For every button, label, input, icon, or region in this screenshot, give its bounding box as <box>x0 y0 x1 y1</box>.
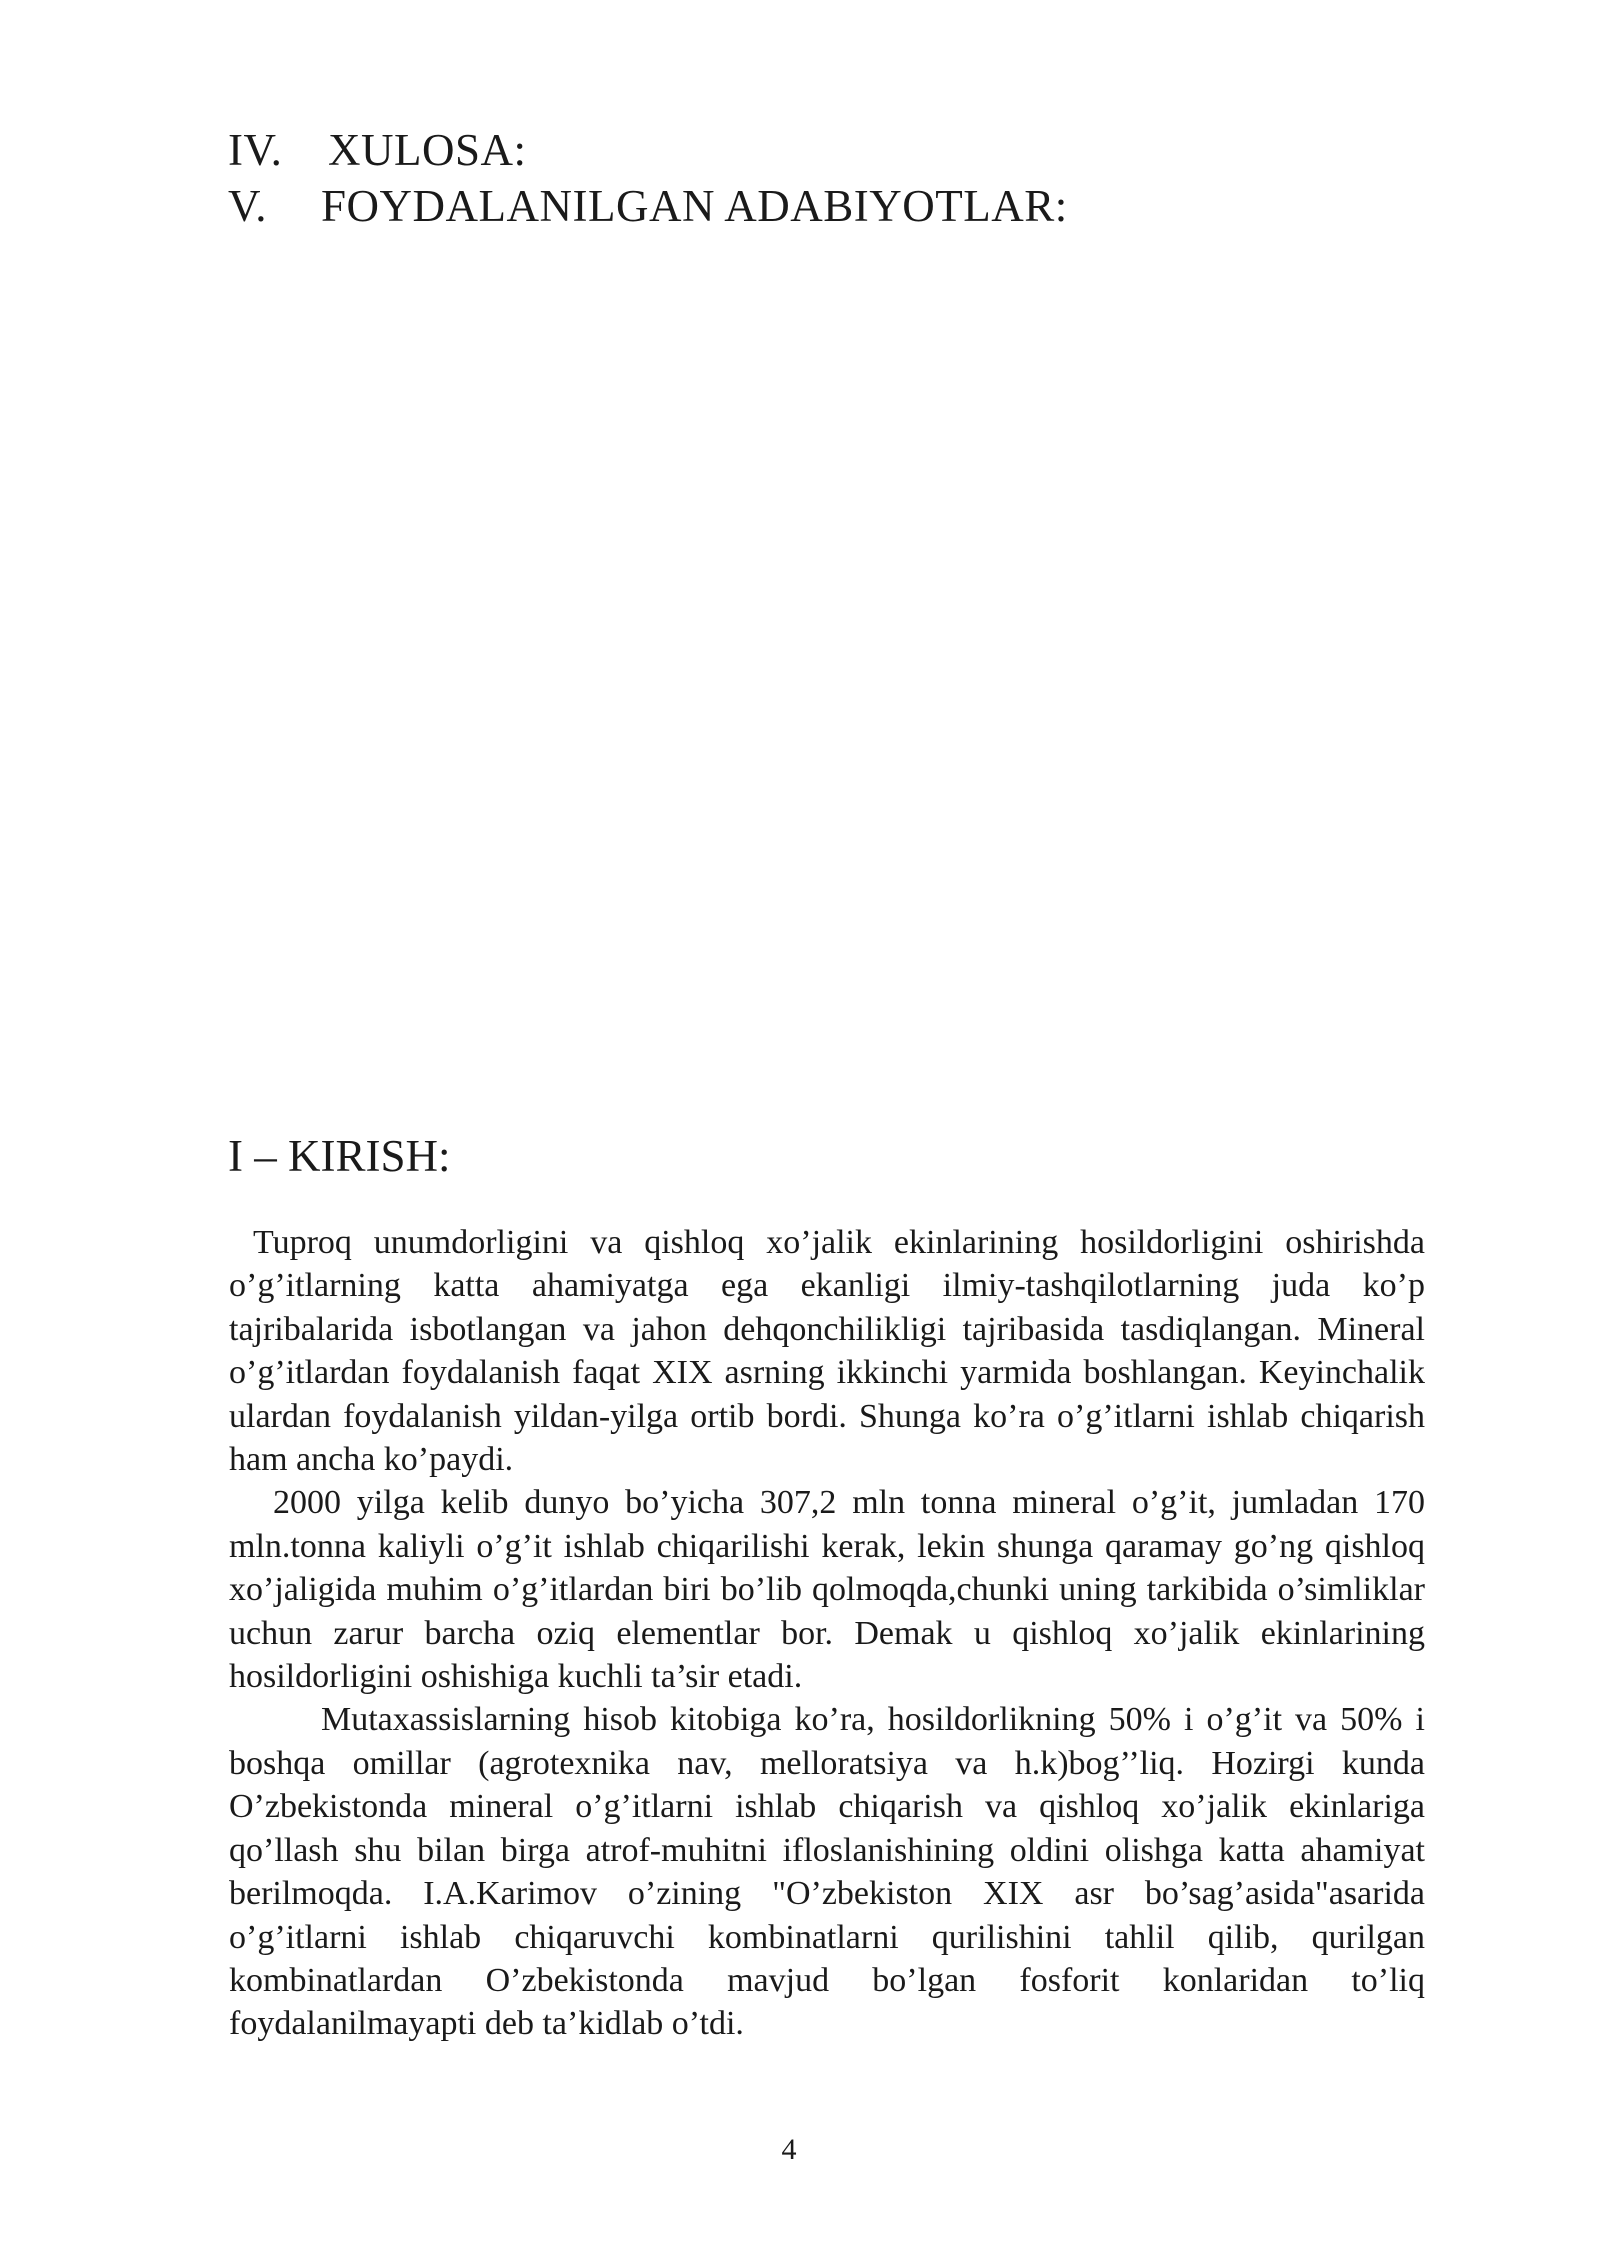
paragraph: Tuproq unumdorligini va qishloq xo’jalik ekinlarining hosildorligini oshirishda o’g’itlarning katta ahamiyatga ega ekanligi ilmiy-tashqilotlarning juda ko’p tajribalarida isbotlangan va jahon dehqonchilikligi tajribasida tasdiqlangan. Mineral o’g’itlardan foydalanish faqat XIX asrning ikkinchi yarmida boshlangan. Keyinchalik ulardan foydalanish yildan-yilga ortib bordi. Shunga ko’ra o’g’itlarni ishlab chiqarish ham ancha ko’paydi. <box>229 1224 1425 1479</box>
toc-item-number: V. <box>228 181 267 231</box>
toc-item-references <box>228 178 1428 234</box>
toc-item-title: XULOSA: <box>328 125 527 175</box>
paragraph: 2000 yilga kelib dunyo bo’yicha 307,2 mln tonna mineral o’g’it, jumladan 170 mln.tonna kaliyli o’g’it ishlab chiqarilishi kerak, lekin shunga qaramay go’ng qishloq xo’jaligida muhim o’g’itlardan biri bo’lib qolmoqda,chunki uning tarkibida o’simliklar uchun zarur barcha oziq elementlar bor. Demak u qishloq xo’jalik ekinlarining hosildorligini oshishiga kuchli ta’sir etadi. <box>229 1484 1425 1696</box>
section-body <box>229 1221 1425 2046</box>
paragraph: Mutaxassislarning hisob kitobiga ko’ra, hosildorlikning 50% i o’g’it va 50% i boshqa omillar (agrotexnika nav, melloratsiya va h.k)bog’’liq. Hozirgi kunda O’zbekistonda mineral o’g’itlarni ishlab chiqarish va qishloq xo’jalik ekinlariga qo’llash shu bilan birga atrof-muhitni ifloslanishining oldini olishga katta ahamiyat berilmoqda. I.A.Karimov o’zining "O’zbekiston XIX asr bo’sag’asida"asarida o’g’itlarni ishlab chiqaruvchi kombinatlarni qurilishini tahlil qilib, qurilgan kombinatlardan O’zbekistonda mavjud bo’lgan fosforit konlaridan to’liq foydalanilmayapti deb ta’kidlab o’tdi. <box>229 1701 1425 2043</box>
table-of-contents <box>228 122 1428 234</box>
page-number: 4 <box>781 2133 797 2166</box>
toc-item-conclusion <box>228 122 1428 178</box>
toc-item-title: FOYDALANILGAN ADABIYOTLAR: <box>321 181 1068 231</box>
section-heading: I – KIRISH: <box>228 1131 451 1181</box>
toc-item-number: IV. <box>228 125 283 175</box>
